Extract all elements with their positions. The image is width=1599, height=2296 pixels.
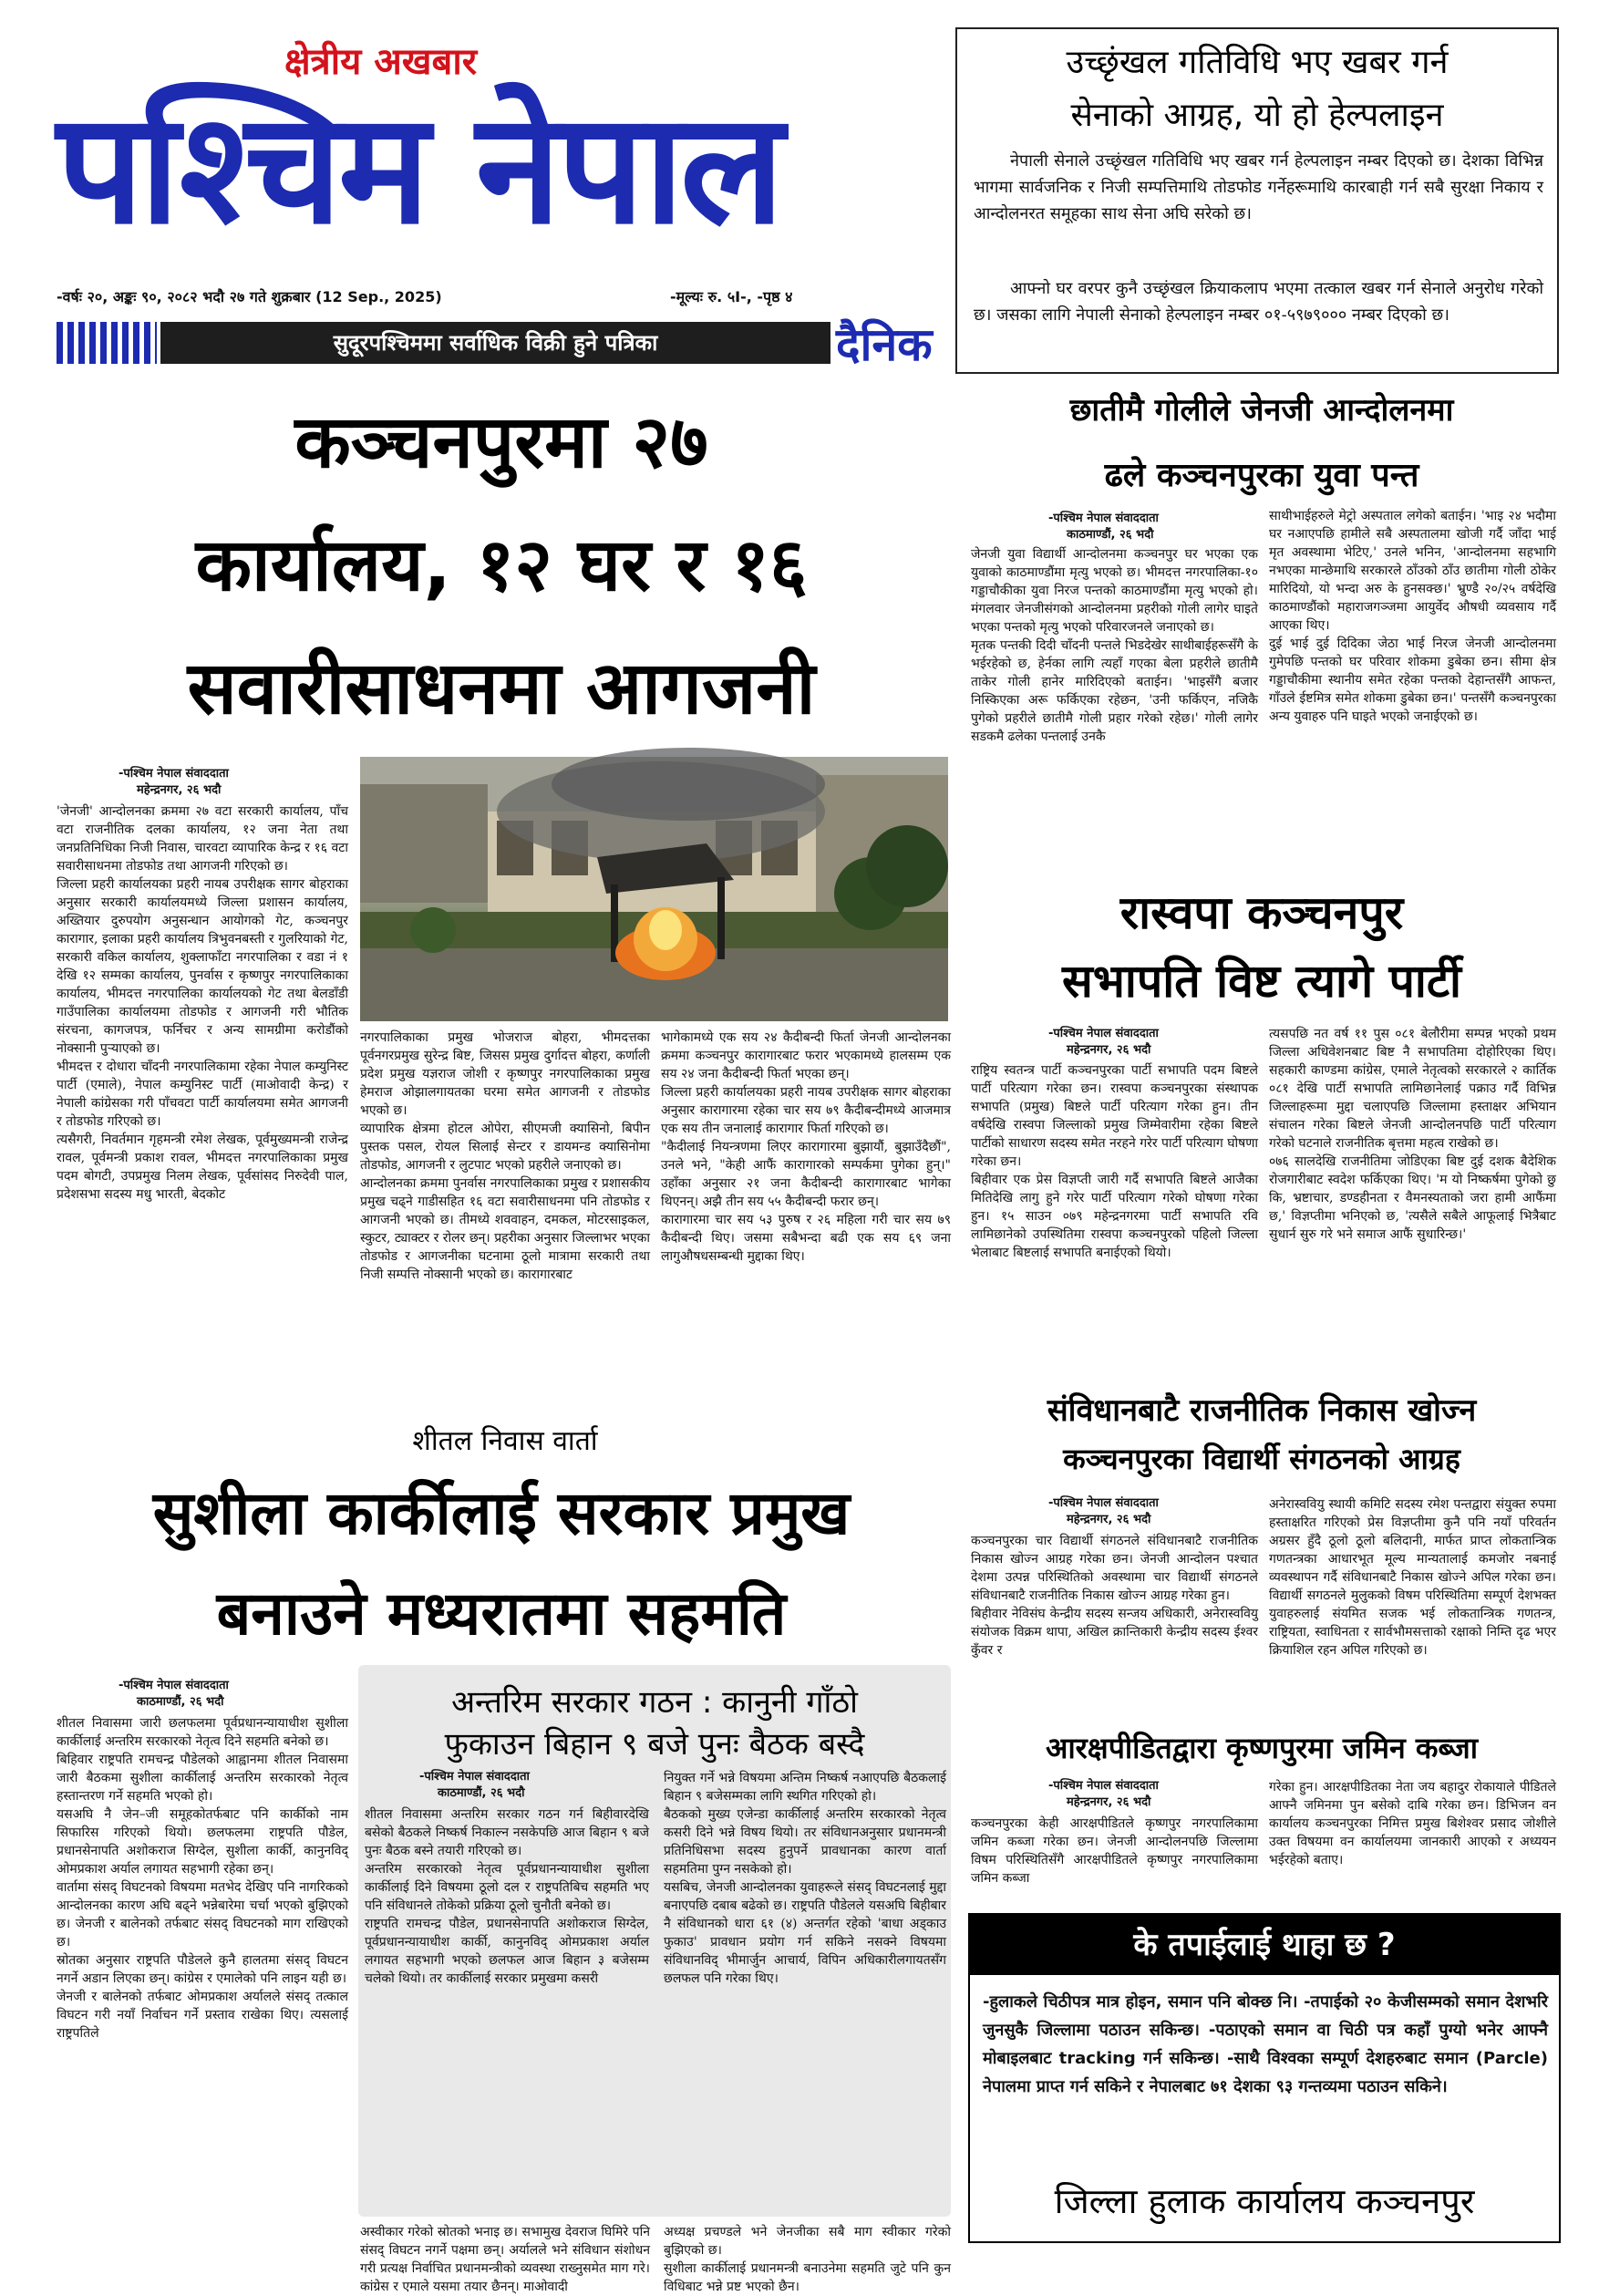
sushila-byline: -पश्चिम नेपाल संवाददाता bbox=[119, 1679, 229, 1692]
slogan: सुदूरपश्चिममा सर्वाधिक विक्री हुने पत्रिका bbox=[333, 330, 658, 356]
sushila-headline-1: सुशीला कार्कीलाई सरकार प्रमुख bbox=[152, 1478, 851, 1548]
arakshya-dateline: महेन्द्रनगर, २६ भदौ bbox=[1067, 1795, 1151, 1809]
interim-headline-2: फुकाउन बिहान ९ बजे पुनः बैठक बस्दै bbox=[444, 1726, 865, 1763]
chhati-headline-1: छातीमै गोलीले जेनजी आन्दोलनमा bbox=[1069, 392, 1454, 429]
arakshya-column-2: गरेका हुन। आरक्षपीडितका नेता जय बहादुर रोकायाले पीडितले आफ्नै जमिनमा पुन बसेको दाबि गरेका छन। डिभिजन वन कार्यालय कञ्चनपुरका निमित्त प्रमुख बिशेश्वर प्रसाद जोशीले उक्त विषयमा वन कार्यालयमा जानकारी आएको र अध्ययन भईरहेको बताए। bbox=[1269, 1780, 1556, 1867]
raswapa-byline: -पश्चिम नेपाल संवाददाता bbox=[1048, 1027, 1159, 1040]
masthead-title: पश्चिम नेपाल bbox=[57, 79, 781, 258]
sushila-dateline: काठमाण्डौं, २६ भदौ bbox=[137, 1695, 224, 1709]
chhati-dateline: काठमाण्डौं, २६ भदौ bbox=[1067, 528, 1154, 542]
sambidhan-byline: -पश्चिम नेपाल संवाददाता bbox=[1048, 1496, 1159, 1510]
raswapa-dateline: महेन्द्रनगर, २६ भदौ bbox=[1067, 1043, 1151, 1057]
sushila-column-1: शीतल निवासमा जारी छलफलमा पूर्वप्रधानन्यायाधीश सुशीला कार्कीलाई अन्तरिम सरकारको नेतृत्व दिने सहमति बनेको छ। बिहिवार राष्ट्रपति रामचन्द्र पौडेलको आह्वानमा शीतल निवासमा जारी बैठकमा सुशीला कार्कीलाई अन्तरिम सरकारको नेतृत्व हस्तान्तरण गर्ने सहमति भएको हो। यसअघि नै जेन–जी समूहकोतर्फबाट पनि कार्कीको नाम सिफारिस गरिएको थियो। छलफलमा राष्ट्रपति पौडेल, प्रधानसेनापति अशोकराज सिग्देल, सुशीला कार्की, कानुनविद् ओमप्रकाश अर्याल लगायत सहभागी रहेका छन्। वार्तामा संसद् विघटनको विषयमा मतभेद देखिए पनि नागरिकको आन्दोलनका कारण अघि बढ्ने भन्नेबारेमा चर्चा भएको बुझिएको छ। जेनजी र बालेनको तर्फबाट संसद् विघटनको माग राखिएको छ। स्रोतका अनुसार राष्ट्रपति पौडेलले कुनै हालतमा संसद् विघटन नगर्ने अडान लिएका छन्। कांग्रेस र एमालेको पनि लाइन यही छ। जेनजी र बालेनको तर्फबाट ओमप्रकाश अर्यालले संसद् तत्काल विघटन गरी नयाँ निर्वाचन गर्ने प्रस्ताव राखेका थिए। त्यसलाई राष्ट्रपतिले bbox=[57, 1716, 348, 2041]
know-box bbox=[968, 1913, 1561, 2243]
sambidhan-headline-1: संविधानबाटै राजनीतिक निकास खोज्न bbox=[1047, 1392, 1477, 1429]
sambidhan-column-1: कञ्चनपुरका चार विद्यार्थी संगठनले संविधानबाटै राजनीतिक निकास खोज्न आग्रह गरेका छन। जेनजी आन्दोलन पश्चात देशमा उत्पन्न परिस्थितिको अवस्थामा चार विद्यार्थी संगठनले संविधानबाटै राजनीतिक निकास खोज्न आग्रह गरेका हुन। बिहीवार नेविसंघ केन्द्रीय सदस्य सन्जय अधिकारी, अनेरास्ववियु संयोजक विक्रम थापा, अखिल क्रान्तिकारी केन्द्रीय सदस्य ईश्वर कुँवर र bbox=[971, 1534, 1258, 1658]
know-title: के तपाईलाई थाहा छ ? bbox=[1133, 1927, 1396, 1963]
helpline-headline-1: उच्छृंखल गतिविधि भए खबर गर्न bbox=[1066, 44, 1449, 81]
arakshya-byline: -पश्चिम नेपाल संवाददाता bbox=[1048, 1779, 1159, 1793]
lead-column-2: नगरपालिकाका प्रमुख भोजराज बोहरा, भीमदत्तका पूर्वनगरप्रमुख सुरेन्द्र बिष्ट, जिसस प्रमुख दुर्गादत्त बोहरा, कर्णाली प्रदेश प्रमुख यज्ञराज जोशी र कृष्णपुर नगरपालिकाका प्रमुख हेमराज ओझालगायतका घरमा समेत आगजनी र तोडफोड भएको छ। व्यापारिक क्षेत्रमा होटल ओपेरा, सीएमजी क्यासिनो, बिपीन पुस्तक पसल, रोयल सिलाई सेन्टर र डायमन्ड क्यासिनोमा तोडफोड, आगजनी र लुटपाट भएको प्रहरीले जनाएको छ। आन्दोलनका क्रममा पुनर्वास नगरपालिकाका प्रमुख र प्रशासकीय प्रमुख चढ्ने गाडीसहित १६ वटा सवारीसाधनमा पनि तोडफोड र आगजनी भएको छ। तीमध्ये शववाहन, दमकल, मोटरसाइकल, स्कुटर, ट्याक्टर र रोलर छन्। प्रहरीका अनुसार जिल्लाभर भएका तोडफोड र आगजनीका घटनामा ठूलो मात्रामा सरकारी तथा निजी सम्पत्ति नोक्सानी भएको छ। कारागारबाट bbox=[360, 1030, 650, 1282]
arakshya-headline: आरक्षपीडितद्वारा कृष्णपुरमा जमिन कब्जा bbox=[1045, 1731, 1479, 1765]
sambidhan-column-2: अनेरास्ववियु स्थायी कमिटि सदस्य रमेश पन्तद्वारा संयुक्त रुपमा हस्ताक्षरित गरिएको प्रेस विज्ञप्तीमा कुनै पनि नयाँ परिवर्तन अग्रसर हुँदै ठूलो ठूलो बलिदानी, मार्फत प्राप्त लोकतान्त्रिक गणतन्त्रका आधारभूत मूल्य मान्यतालाई कमजोर नबनाई व्यवस्थापन गर्दै संविधानबाटै निकास खोज्ने अपिल गरेका छन। विद्यार्थी सगठनले मुलुकको विषम परिस्थितिमा सम्पूर्ण देशभक्त युवाहरुलाई संयमित सजक भई लोकतान्त्रिक गणतन्त्र, राष्ट्रियता, स्वाधिनता र सार्वभौमसत्ताको रक्षाको निम्ति दृढ भएर क्रियाशिल रहन अपिल गरिएको छ। bbox=[1269, 1497, 1556, 1658]
raswapa-column-2: त्यसपछि नत वर्ष ११ पुस ०८१ बेलौरीमा सम्पन्न भएको प्रथम जिल्ला अधिवेशनबाट बिष्ट नै सभापतिमा दोहोरिएका थिए। सहकारी काण्डमा कांग्रेस, एमाले नेतृत्वको सरकारले २ कार्तिक ०८१ देखि पार्टी सभापति लामिछानेलाई पक्राउ गर्दै विभिन्न जिल्लाहरूमा मुद्दा चलाएपछि जिल्लामा हस्ताक्षर अभियान संचालन गरेका बिष्टले जेनजी आन्दोलनपछि पार्टी परित्याग गरेको घटनाले राजनीतिक बृत्तमा महत्व राखेको छ। ०७६ सालदेखि राजनीतिमा जोडिएका बिष्ट दुई दशक बैदेशिक रोजगारीबाट स्वदेश फर्किएका थिए। 'म यो निष्कर्षमा पुगेको छु कि, भ्रष्टाचार, डण्डहीनता र वैमनस्यताको जरा हामी आफैंमा छ,' विज्ञप्तीमा भनिएको छ, 'त्यसैले सबैले आफूलाई भित्रैबाट सुधार्न सुरु गरे भने समाज आफैं सुधारिन्छ।' bbox=[1269, 1027, 1556, 1242]
chhati-byline: -पश्चिम नेपाल संवाददाता bbox=[1048, 512, 1159, 525]
lead-headline-1: कञ्चनपुरमा २७ bbox=[294, 399, 708, 484]
helpline-box bbox=[955, 27, 1559, 374]
raswapa-column-1: राष्ट्रिय स्वतन्त्र पार्टी कञ्चनपुरका पार्टी सभापति पदम बिष्टले पार्टी परित्याग गरेका छन। रास्वपा कञ्चनपुरका संस्थापक सभापति (प्रमुख) बिष्टले पार्टी परित्याग गरेका हुन। तीन वर्षदेखि रास्वपा जिल्लाको प्रमुख जिम्मेवारीमा रहेका बिष्टले पार्टीको साधारण सदस्य समेत नरहने गरेर पार्टी परित्याग घोषणा गरेका छन। बिहीवार एक प्रेस विज्ञप्ती जारी गर्दै सभापति बिष्टले आजैका मितिदेखि लागु हुने गरेर पार्टी परित्याग गरेको घोषणा गरेका हुन। १५ साउन ०७९ महेन्द्रनगरमा पार्टी सभापति रवि लामिछानेको उपस्थितिमा रास्वपा कञ्चनपुरको पहिलो जिल्ला भेलाबाट बिष्टलाई सभापति बनाईएको थियो। bbox=[971, 1063, 1258, 1260]
sheetal-label: शीतल निवास वार्ता bbox=[412, 1425, 598, 1457]
sushila-headline-2: बनाउने मध्यरातमा सहमति bbox=[216, 1578, 787, 1649]
lead-column-1: 'जेनजी' आन्दोलनका क्रममा २७ वटा सरकारी कार्यालय, पाँच वटा राजनीतिक दलका कार्यालय, १२ जना नेता तथा जनप्रतिनिधिका निजी निवास, चारवटा व्यापारिक केन्द्र र १६ वटा सवारीसाधनमा तोडफोड तथा आगजनी गरिएको छ। जिल्ला प्रहरी कार्यालयका प्रहरी नायब उपरीक्षक सागर बोहराका अनुसार सरकारी कार्यालयमध्ये जिल्ला प्रशासन कार्यालय, अख्तियार दुरुपयोग अनुसन्धान आयोगको गेट, कञ्चनपुर कारागार, इलाका प्रहरी कार्यालय त्रिभुवनबस्ती र गुलरियाको गेट, सरकारी वकिल कार्यालय, शुक्लाफाँटा नगरपालिका र वडा नं १ देखि १२ सम्मका कार्यालय, पुनर्वास र कृष्णपुर नगरपालिकाका कार्यालय, भीमदत्त नगरपालिका कार्यालयको गेट तथा बेलडाँडी गाउँपालिका कार्यालयमा तोडफोड र आगजनी गरी भौतिक संरचना, कागजपत्र, फर्निचर र अन्य सामग्रीमा करोडौंको नोक्सानी पुर्‍याएको छ। भीमदत्त र दोधारा चाँदनी नगरपालिकामा रहेका नेपाल कम्युनिस्ट पार्टी (एमाले), नेपाल कम्युनिस्ट पार्टी (माओवादी केन्द्र) र नेपाली कांग्रेसका गरी पाँचवटा पार्टी कार्यालयमा समेत आगजनी र तोडफोड गरिएको छ। त्यसैगरी, निवर्तमान गृहमन्त्री रमेश लेखक, पूर्वमुख्यमन्त्री राजेन्द्र रावल, पूर्वमन्त्री प्रकाश रावल, भीमदत्त नगरपालिकाका प्रमुख पदम बोगटी, उपप्रमुख निलम लेखक, पूर्वसांसद निरुदेवी पाल, प्रदेशसभा सदस्य मधु भारती, बेदकोट bbox=[57, 804, 348, 1202]
know-footer: जिल्ला हुलाक कार्यालय कञ्चनपुर bbox=[1054, 2181, 1475, 2221]
fire-photo bbox=[360, 757, 948, 1021]
dateline: -वर्षः २०, अङ्कः ९०, २०८२ भदौ २७ गते शुक्रबार (12 Sep., 2025) bbox=[57, 288, 442, 305]
lead-column-3: भागेकामध्ये एक सय २४ कैदीबन्दी फिर्ता जेनजी आन्दोलनका क्रममा कञ्चनपुर कारागारबाट फरार भएकामध्ये हालसम्म एक सय २४ जना कैदीबन्दी फिर्ता भएका छन्। जिल्ला प्रहरी कार्यालयका प्रहरी नायब उपरीक्षक सागर बोहराका अनुसार कारागारमा रहेका चार सय ७९ कैदीबन्दीमध्ये आजमात्र एक सय तीन जनालाई कारागार फिर्ता गरिएको छ। "कैदीलाई नियन्त्रणमा लिएर कारागारमा बुझायौं, बुझाउँदैछौं", उनले भने, "केही आफैं कारागारको सम्पर्कमा पुगेका हुन्।" उहाँका अनुसार २१ जना कैदीबन्दी कारागारबाट भागेका थिएनन्। अझै तीन सय ५५ कैदीबन्दी फरार छन्। कारागारमा चार सय ५३ पुरुष र २६ महिला गरी चार सय ७९ कैदीबन्दी थिए। जसमा सबैभन्दा बढी एक सय ६९ जना लागुऔषधसम्बन्धी मुद्दाका थिए। bbox=[661, 1030, 951, 1264]
interim-column-1: शीतल निवासमा अन्तरिम सरकार गठन गर्न बिहीवारदेखि बसेको बैठकले निष्कर्ष निकाल्न नसकेपछि आज बिहान ९ बजे पुनः बैठक बस्ने तयारी गरिएको छ। अन्तरिम सरकारको नेतृत्व पूर्वप्रधानन्यायाधीश सुशीला कार्कीलाई दिने विषयमा ठूलो दल र राष्ट्रपतिबिच सहमति भए पनि संविधानले तोकेको प्रक्रिया ठूलो चुनौती बनेको छ। राष्ट्रपति रामचन्द्र पौडेल, प्रधानसेनापति अशोकराज सिग्देल, पूर्वप्रधानन्यायाधीश कार्की, कानुनविद् ओमप्रकाश अर्याल लगायत सहभागी भएको छलफल आज बिहान ३ बजेसम्म चलेको थियो। तर कार्कीलाई सरकार प्रमुखमा कसरी bbox=[365, 1807, 649, 1986]
sambidhan-dateline: महेन्द्रनगर, २६ भदौ bbox=[1067, 1513, 1151, 1526]
blue-stripes bbox=[57, 322, 157, 364]
interim-column-3: अस्वीकार गरेको स्रोतको भनाइ छ। सभामुख देवराज घिमिरे पनि संसद् विघटन नगर्ने पक्षमा छन्। अर्यालले भने संविधान संशोधन गरी प्रत्यक्ष निर्वाचित प्रधानमन्त्रीको व्यवस्था राख्नुसमेत माग गरे। कांग्रेस र एमाले यसमा तयार छैनन्। माओवादी bbox=[360, 2225, 650, 2294]
interim-dateline: काठमाण्डौं, २६ भदौ bbox=[438, 1786, 525, 1800]
sambidhan-headline-2: कञ्चनपुरका विद्यार्थी संगठनको आग्रह bbox=[1063, 1442, 1460, 1476]
lead-headline-2: कार्यालय, १२ घर र १६ bbox=[195, 522, 808, 607]
helpline-para-2: आफ्नो घर वरपर कुनै उच्छृंखल क्रियाकलाप भएमा तत्काल खबर गर्न सेनाले अनुरोध गरेको छ। जसका लागि नेपाली सेनाको हेल्पलाइन नम्बर ०१-५९७९००० नम्बर दिएको छ। bbox=[974, 279, 1543, 325]
masthead bbox=[57, 27, 954, 374]
masthead-tagline: क्षेत्रीय अखबार bbox=[284, 41, 478, 83]
price-info: -मूल्यः रु. ५I-, -पृष्ठ ४ bbox=[670, 288, 793, 305]
edition-label: दैनिक bbox=[836, 318, 933, 371]
know-text: -हुलाकले चिठीपत्र मात्र होइन, समान पनि बोक्छ नि। -तपाईको २० केजीसम्मको समान देशभरि जुनसुकै जिल्लामा पठाउन सकिन्छ। -पठाएको समान वा चिठी पत्र कहाँ पुग्यो भनेर आफ्नै मोबाइलबाट tracking गर्न सकिन्छ। -साथै विश्वका सम्पूर्ण देशहरुबाट समान (Parcle) नेपालमा प्राप्त गर्न सकिने र नेपालबाट ७१ देशका ९३ गन्तव्यमा पठाउन सकिने। bbox=[983, 1992, 1548, 2096]
arakshya-column-1: कञ्चनपुरका केही आरक्षपीडितले कृष्णपुर नगरपालिकामा जमिन कब्जा गरेका छन। जेनजी आन्दोलनपछि जिल्लामा विषम परिस्थितिसँगै आरक्षपीडितले कृष्णपुर नगरपालिकामा जमिन कब्जा bbox=[971, 1816, 1258, 1886]
chhati-headline-2: ढले कञ्चनपुरका युवा पन्त bbox=[1104, 457, 1419, 494]
helpline-headline-2: सेनाको आग्रह, यो हो हेल्पलाइन bbox=[1070, 97, 1444, 134]
interim-column-2: नियुक्त गर्ने भन्ने विषयमा अन्तिम निष्कर्ष नआएपछि बैठकलाई बिहान ९ बजेसम्मका लागि स्थगित गरिएको हो। बैठकको मुख्य एजेन्डा कार्कीलाई अन्तरिम सरकारको नेतृत्व कसरी दिने भन्ने विषय थियो। तर संविधानअनुसार प्रधानमन्त्री प्रतिनिधिसभा सदस्य हुनुपर्ने प्रावधानका कारण वार्ता सहमतिमा पुग्न नसकेको हो। यसबिच, जेनजी आन्दोलनका युवाहरूले संसद् विघटनलाई मुद्दा बनाएपछि दबाब बढेको छ। राष्ट्रपति पौडेलले यसअघि बिहीबार नै संविधानको धारा ६१ (४) अन्तर्गत रहेको 'बाधा अड्काउ फुकाउ' प्रावधान प्रयोग गर्न सकिने नसक्ने विषयमा संविधानविद् भीमार्जुन आचार्य, विपिन अधिकारीलगायतसँग छलफल पनि गरेका थिए। bbox=[664, 1771, 946, 1986]
fire-photo-scene bbox=[360, 757, 948, 1021]
raswapa-headline-1: रास्वपा कञ्चनपुर bbox=[1119, 886, 1404, 939]
lead-dateline: महेन्द्रनगर, २६ भदौ bbox=[137, 783, 222, 797]
interim-column-4: अध्यक्ष प्रचण्डले भने जेनजीका सबै माग स्वीकार गरेको बुझिएको छ। सुशीला कार्कीलाई प्रधानमन्त्री बनाउनेमा सहमति जुटे पनि कुन विधिबाट भन्ने प्रष्ट भएको छैन। bbox=[664, 2225, 951, 2294]
chhati-column-2: साथीभाईहरुले मेट्रो अस्पताल लगेको बताईन। 'भाइ २४ भदौमा घर नआएपछि हामीले सबै अस्पतालमा खोजी गर्दै जाँदा भाई मृत अवस्थामा भेटिए,' उनले भनिन, 'आन्दोलनमा सहभागि नभएका मान्छेमाथि सरकारले ठाँउको ठाँउ छातीमा गोली ठोकेर मारिदियो, यो भन्दा अरु के हुनसक्छ।' भ्रुण्डै २०/२५ वर्षदेखि काठमाण्डौंको महाराजगञ्जमा आयुर्वेद औषधी व्यवसाय गर्दै आएका थिए। दुई भाई दुई दिदिका जेठा भाई निरज जेनजी आन्दोलनमा गुमेपछि पन्तको घर परिवार शोकमा डुबेका छन। सीमा क्षेत्र गड्डाचौकीमा स्थानीय समेत रहेका पन्तको देहान्तसँगै आफन्त, गाँउले ईष्टमित्र समेत शोकमा डुबेका छन।' पन्तसँगै कञ्चनपुरका अन्य युवाहरु पनि घाइते भएको जनाईएको छ। bbox=[1269, 509, 1556, 724]
raswapa-headline-2: सभापति विष्ट त्यागे पार्टी bbox=[1061, 955, 1462, 1008]
lead-headline-3: सवारीसाधनमा आगजनी bbox=[187, 646, 816, 730]
chhati-column-1: जेनजी युवा विद्यार्थी आन्दोलनमा कञ्चनपुर घर भएका एक युवाको काठमाण्डौंमा मृत्यु भएको छ। भीमदत्त नगरपालिका-१० गड्डाचौकीका युवा निरज पन्तको काठमाण्डौंमा मृत्यु भएको हो। मंगलवार जेनजीसंगको आन्दोलनमा प्रहरीको गोली लागेर घाइते भएका पन्तको मृत्यु भएको परिवारजनले जनाएको छ। मृतक पन्तकी दिदी चाँदनी पन्तले भिडदेखेर साथीबाईहरूसँगै के भईरहेको छ, हेर्नका लागि त्यहाँ गएका बेला प्रहरीले छातीमै ताकेर गोली हानेर मारिदिएको बताईन। 'भाइसँगै बजार निस्किएका अरू फर्किएका रहेछन, 'उनी फर्किएन, नजिकै पुगेको प्रहरीले छातीमै गोली प्रहार गरेको रहेछ।' गोली लागेर सडकमै ढलेका पन्तलाई उनकै bbox=[971, 547, 1258, 744]
helpline-para-1: नेपाली सेनाले उच्छृंखल गतिविधि भए खबर गर्न हेल्पलाइन नम्बर दिएको छ। देशका विभिन्न भागमा सार्वजनिक र निजी सम्पत्तिमाथि तोडफोड गर्नेहरूमाथि कारबाही गर्न सबै सुरक्षा निकाय र आन्दोलनरत समूहका साथ सेना अघि सरेको छ। bbox=[974, 151, 1543, 223]
interim-headline-1: अन्तरिम सरकार गठन : कानुनी गाँठो bbox=[451, 1684, 858, 1721]
lead-byline: -पश्चिम नेपाल संवाददाता bbox=[119, 767, 229, 781]
interim-byline: -पश्चिम नेपाल संवाददाता bbox=[419, 1770, 530, 1784]
